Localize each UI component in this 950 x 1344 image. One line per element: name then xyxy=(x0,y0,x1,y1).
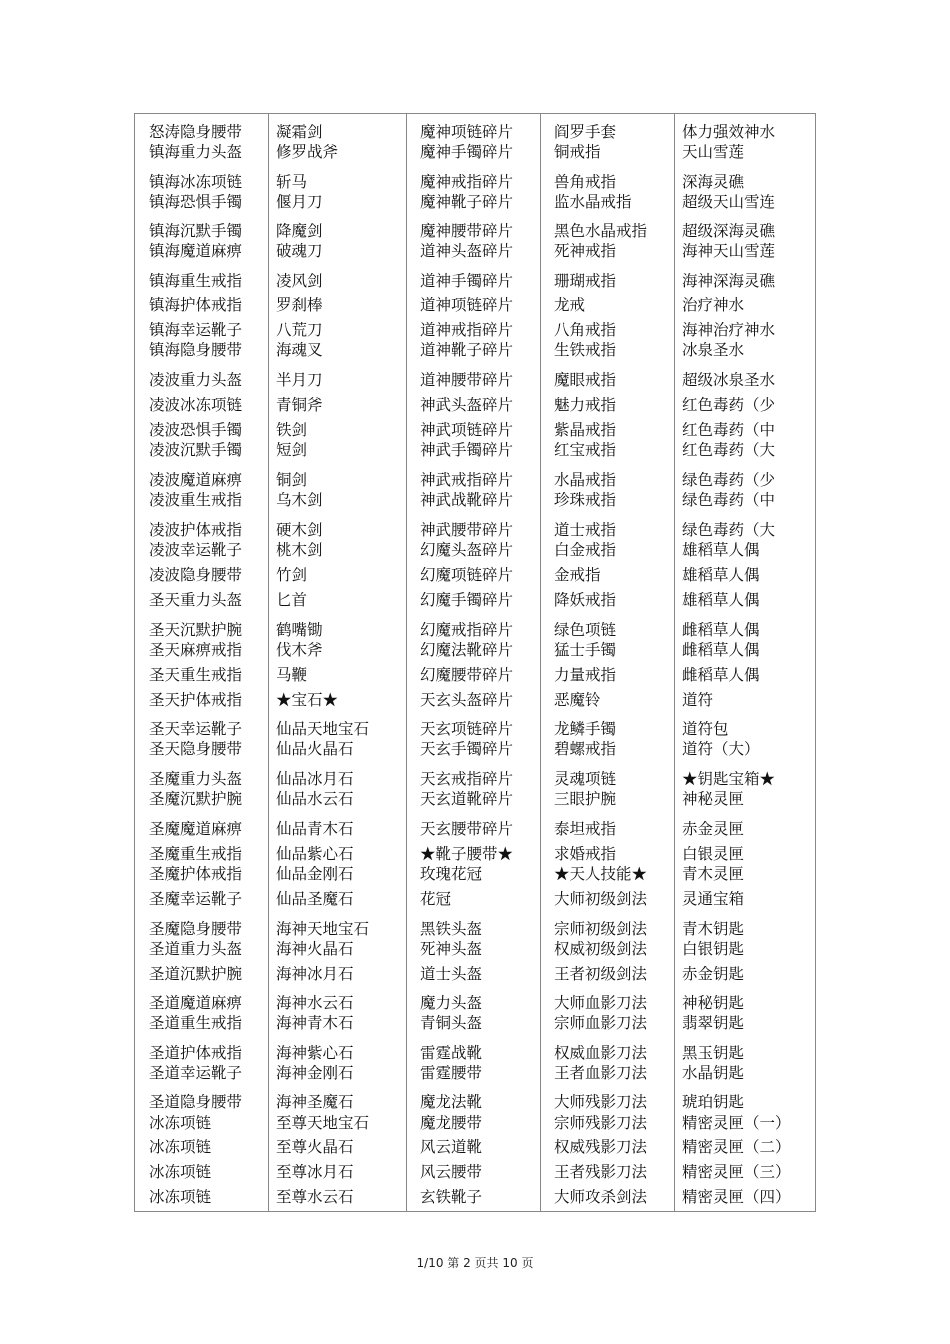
table-cell: 凌波冰冻项链 xyxy=(149,396,243,414)
table-cell: 短剑 xyxy=(276,441,308,459)
table-cell: 红色毒药（少 xyxy=(682,396,776,414)
table-cell: 半月刀 xyxy=(276,371,323,389)
table-cell: 圣魔重力头盔 xyxy=(149,770,243,788)
table-cell: 超级天山雪连 xyxy=(682,193,776,211)
table-cell: 珊瑚戒指 xyxy=(554,272,617,290)
table-cell: 海神圣魔石 xyxy=(276,1093,354,1111)
table-cell: 魔龙腰带 xyxy=(420,1114,483,1132)
table-cell: 铜戒指 xyxy=(554,143,601,161)
table-cell: 监水晶戒指 xyxy=(554,193,632,211)
table-cell: 圣天麻痹戒指 xyxy=(149,641,243,659)
table-cell: 道符 xyxy=(682,691,714,709)
table-cell: 雌稻草人偶 xyxy=(682,641,760,659)
table-cell: 神秘灵匣 xyxy=(682,790,745,808)
table-cell: 镇海重力头盔 xyxy=(149,143,243,161)
table-cell: 体力强效神水 xyxy=(682,123,776,141)
table-cell: 修罗战斧 xyxy=(276,143,339,161)
table-cell: 仙品紫心石 xyxy=(276,845,354,863)
table-cell: 宗师初级剑法 xyxy=(554,920,648,938)
table-cell: 镇海重生戒指 xyxy=(149,272,243,290)
table-cell: 天玄项链碎片 xyxy=(420,720,514,738)
table-cell: 海神冰月石 xyxy=(276,965,354,983)
table-cell: 魅力戒指 xyxy=(554,396,617,414)
table-cell: 风云腰带 xyxy=(420,1163,483,1181)
table-cell: 偃月刀 xyxy=(276,193,323,211)
table-cell: 神武头盔碎片 xyxy=(420,396,514,414)
table-cell: 超级冰泉圣水 xyxy=(682,371,776,389)
table-cell: 圣道沉默护腕 xyxy=(149,965,243,983)
table-cell: 铁剑 xyxy=(276,421,308,439)
table-cell: 白银钥匙 xyxy=(682,940,745,958)
table-cell: 匕首 xyxy=(276,591,308,609)
table-cell: 凌波沉默手镯 xyxy=(149,441,243,459)
table-cell: 生铁戒指 xyxy=(554,341,617,359)
table-cell: 雌稻草人偶 xyxy=(682,621,760,639)
table-cell: 圣魔沉默护腕 xyxy=(149,790,243,808)
table-cell: 碧螺戒指 xyxy=(554,740,617,758)
table-cell: 圣魔护体戒指 xyxy=(149,865,243,883)
table-cell: 冰泉圣水 xyxy=(682,341,745,359)
table-cell: 青铜头盔 xyxy=(420,1014,483,1032)
table-cell: 宗师血影刀法 xyxy=(554,1014,648,1032)
table-cell: 幻魔头盔碎片 xyxy=(420,541,514,559)
table-cell: 金戒指 xyxy=(554,566,601,584)
table-cell: 求婚戒指 xyxy=(554,845,617,863)
table-cell: 道士头盔 xyxy=(420,965,483,983)
table-cell: 道神手镯碎片 xyxy=(420,272,514,290)
table-cell: 大师初级剑法 xyxy=(554,890,648,908)
table-cell: 魔力头盔 xyxy=(420,994,483,1012)
table-cell: 天玄戒指碎片 xyxy=(420,770,514,788)
table-cell: 水晶钥匙 xyxy=(682,1064,745,1082)
table-cell: 恶魔铃 xyxy=(554,691,601,709)
table-cell: 道符（大） xyxy=(682,740,760,758)
table-cell: 神武手镯碎片 xyxy=(420,441,514,459)
table-cell: 力量戒指 xyxy=(554,666,617,684)
table-cell: 镇海幸运靴子 xyxy=(149,321,243,339)
table-cell: 圣天沉默护腕 xyxy=(149,621,243,639)
table-cell: 仙品冰月石 xyxy=(276,770,354,788)
table-cell: 宗师残影刀法 xyxy=(554,1114,648,1132)
table-cell: 神武戒指碎片 xyxy=(420,471,514,489)
table-cell: 幻魔戒指碎片 xyxy=(420,621,514,639)
table-cell: 神武项链碎片 xyxy=(420,421,514,439)
table-cell: 乌木剑 xyxy=(276,491,323,509)
table-cell: 鹤嘴锄 xyxy=(276,621,323,639)
table-cell: 幻魔法靴碎片 xyxy=(420,641,514,659)
table-cell: 琥珀钥匙 xyxy=(682,1093,745,1111)
table-cell: 罗刹棒 xyxy=(276,296,323,314)
table-cell: 雷霆腰带 xyxy=(420,1064,483,1082)
table-cell: 仙品圣魔石 xyxy=(276,890,354,908)
table-cell: 水晶戒指 xyxy=(554,471,617,489)
table-cell: 镇海隐身腰带 xyxy=(149,341,243,359)
table-cell: 至尊火晶石 xyxy=(276,1138,354,1156)
table-cell: 黑铁头盔 xyxy=(420,920,483,938)
table-cell: 魔神手镯碎片 xyxy=(420,143,514,161)
table-cell: 超级深海灵礁 xyxy=(682,222,776,240)
table-cell: 铜剑 xyxy=(276,471,308,489)
table-cell: 青铜斧 xyxy=(276,396,323,414)
table-cell: 海神紫心石 xyxy=(276,1044,354,1062)
table-cell: 权威初级剑法 xyxy=(554,940,648,958)
table-cell: 破魂刀 xyxy=(276,242,323,260)
table-cell: 八荒刀 xyxy=(276,321,323,339)
table-cell: 治疗神水 xyxy=(682,296,745,314)
table-cell: 海神水云石 xyxy=(276,994,354,1012)
table-cell: 三眼护腕 xyxy=(554,790,617,808)
table-cell: 斩马 xyxy=(276,173,308,191)
table-cell: 道符包 xyxy=(682,720,729,738)
table-cell: 镇海恐惧手镯 xyxy=(149,193,243,211)
table-cell: 圣道魔道麻痹 xyxy=(149,994,243,1012)
table-cell: 死神头盔 xyxy=(420,940,483,958)
column-divider xyxy=(540,114,541,1211)
table-cell: 天玄腰带碎片 xyxy=(420,820,514,838)
table-cell: 仙品水云石 xyxy=(276,790,354,808)
table-cell: 竹剑 xyxy=(276,566,308,584)
table-cell: 圣魔魔道麻痹 xyxy=(149,820,243,838)
table-cell: 道神腰带碎片 xyxy=(420,371,514,389)
table-cell: 凌波幸运靴子 xyxy=(149,541,243,559)
column-divider xyxy=(268,114,269,1211)
table-cell: 红色毒药（大 xyxy=(682,441,776,459)
table-cell: 冰冻项链 xyxy=(149,1188,212,1206)
table-cell: 凌波护体戒指 xyxy=(149,521,243,539)
table-cell: 猛士手镯 xyxy=(554,641,617,659)
table-cell: 魔神戒指碎片 xyxy=(420,173,514,191)
table-cell: 赤金钥匙 xyxy=(682,965,745,983)
table-cell: 大师血影刀法 xyxy=(554,994,648,1012)
table-cell: 圣魔幸运靴子 xyxy=(149,890,243,908)
table-cell: 花冠 xyxy=(420,890,452,908)
table-cell: 圣魔重生戒指 xyxy=(149,845,243,863)
table-cell: 圣道重生戒指 xyxy=(149,1014,243,1032)
table-cell: 幻魔手镯碎片 xyxy=(420,591,514,609)
table-cell: 降魔剑 xyxy=(276,222,323,240)
table-cell: 魔神腰带碎片 xyxy=(420,222,514,240)
table-cell: 天玄道靴碎片 xyxy=(420,790,514,808)
table-cell: 圣天护体戒指 xyxy=(149,691,243,709)
table-cell: ★靴子腰带★ xyxy=(420,845,514,863)
table-cell: 青木钥匙 xyxy=(682,920,745,938)
table-cell: 圣魔隐身腰带 xyxy=(149,920,243,938)
table-cell: 海神治疗神水 xyxy=(682,321,776,339)
table-cell: 道士戒指 xyxy=(554,521,617,539)
table-cell: 伐木斧 xyxy=(276,641,323,659)
table-cell: 幻魔项链碎片 xyxy=(420,566,514,584)
item-table xyxy=(134,113,816,1212)
table-cell: 凌风剑 xyxy=(276,272,323,290)
table-cell: 凌波恐惧手镯 xyxy=(149,421,243,439)
table-cell: 硬木剑 xyxy=(276,521,323,539)
table-cell: 精密灵匣（三） xyxy=(682,1163,791,1181)
table-cell: 道神项链碎片 xyxy=(420,296,514,314)
table-cell: 魔神项链碎片 xyxy=(420,123,514,141)
table-cell: 海神天山雪莲 xyxy=(682,242,776,260)
table-cell: 兽角戒指 xyxy=(554,173,617,191)
table-cell: ★宝石★ xyxy=(276,691,339,709)
table-cell: 圣天重力头盔 xyxy=(149,591,243,609)
table-cell: 海神金刚石 xyxy=(276,1064,354,1082)
table-cell: 白银灵匣 xyxy=(682,845,745,863)
table-cell: 海魂叉 xyxy=(276,341,323,359)
table-cell: 灵魂项链 xyxy=(554,770,617,788)
table-cell: 镇海护体戒指 xyxy=(149,296,243,314)
table-cell: 仙品天地宝石 xyxy=(276,720,370,738)
table-cell: 海神青木石 xyxy=(276,1014,354,1032)
table-cell: 赤金灵匣 xyxy=(682,820,745,838)
table-cell: 圣道重力头盔 xyxy=(149,940,243,958)
table-cell: 镇海冰冻项链 xyxy=(149,173,243,191)
table-cell: 黑玉钥匙 xyxy=(682,1044,745,1062)
table-cell: 海神火晶石 xyxy=(276,940,354,958)
table-cell: 黑色水晶戒指 xyxy=(554,222,648,240)
table-cell: 玫瑰花冠 xyxy=(420,865,483,883)
table-cell: 圣道隐身腰带 xyxy=(149,1093,243,1111)
table-cell: 冰冻项链 xyxy=(149,1138,212,1156)
column-divider xyxy=(674,114,675,1211)
table-cell: 雄稻草人偶 xyxy=(682,541,760,559)
table-cell: 天玄头盔碎片 xyxy=(420,691,514,709)
table-cell: 精密灵匣（一） xyxy=(682,1114,791,1132)
table-cell: 幻魔腰带碎片 xyxy=(420,666,514,684)
table-cell: 绿色毒药（中 xyxy=(682,491,776,509)
table-cell: 权威血影刀法 xyxy=(554,1044,648,1062)
table-cell: 凌波重生戒指 xyxy=(149,491,243,509)
table-cell: 大师残影刀法 xyxy=(554,1093,648,1111)
table-cell: 红色毒药（中 xyxy=(682,421,776,439)
table-cell: 圣道护体戒指 xyxy=(149,1044,243,1062)
table-cell: 凝霜剑 xyxy=(276,123,323,141)
table-cell: 镇海魔道麻痹 xyxy=(149,242,243,260)
table-cell: 镇海沉默手镯 xyxy=(149,222,243,240)
table-cell: 至尊天地宝石 xyxy=(276,1114,370,1132)
table-cell: 白金戒指 xyxy=(554,541,617,559)
table-cell: 凌波魔道麻痹 xyxy=(149,471,243,489)
table-cell: 王者初级剑法 xyxy=(554,965,648,983)
table-cell: 绿色项链 xyxy=(554,621,617,639)
table-cell: 至尊冰月石 xyxy=(276,1163,354,1181)
table-cell: 阎罗手套 xyxy=(554,123,617,141)
table-cell: 王者血影刀法 xyxy=(554,1064,648,1082)
table-cell: 绿色毒药（少 xyxy=(682,471,776,489)
table-cell: ★天人技能★ xyxy=(554,865,648,883)
table-cell: 冰冻项链 xyxy=(149,1163,212,1181)
table-cell: 雌稻草人偶 xyxy=(682,666,760,684)
table-cell: 泰坦戒指 xyxy=(554,820,617,838)
table-cell: 海神深海灵礁 xyxy=(682,272,776,290)
table-cell: 精密灵匣（二） xyxy=(682,1138,791,1156)
table-cell: 权威残影刀法 xyxy=(554,1138,648,1156)
table-cell: 降妖戒指 xyxy=(554,591,617,609)
table-cell: 道神戒指碎片 xyxy=(420,321,514,339)
table-cell: 玄铁靴子 xyxy=(420,1188,483,1206)
table-cell: 雄稻草人偶 xyxy=(682,591,760,609)
table-cell: 桃木剑 xyxy=(276,541,323,559)
table-cell: 天山雪莲 xyxy=(682,143,745,161)
table-cell: 绿色毒药（大 xyxy=(682,521,776,539)
column-divider xyxy=(406,114,407,1211)
table-cell: 青木灵匣 xyxy=(682,865,745,883)
table-cell: 龙戒 xyxy=(554,296,586,314)
table-cell: 八角戒指 xyxy=(554,321,617,339)
table-cell: 风云道靴 xyxy=(420,1138,483,1156)
table-cell: 深海灵礁 xyxy=(682,173,745,191)
table-cell: 神武腰带碎片 xyxy=(420,521,514,539)
table-cell: 仙品金刚石 xyxy=(276,865,354,883)
table-cell: 至尊水云石 xyxy=(276,1188,354,1206)
table-cell: 圣天幸运靴子 xyxy=(149,720,243,738)
table-cell: 紫晶戒指 xyxy=(554,421,617,439)
table-cell: 冰冻项链 xyxy=(149,1114,212,1132)
table-cell: 珍珠戒指 xyxy=(554,491,617,509)
table-cell: ★钥匙宝箱★ xyxy=(682,770,776,788)
table-cell: 灵通宝箱 xyxy=(682,890,745,908)
table-cell: 道神头盔碎片 xyxy=(420,242,514,260)
table-cell: 天玄手镯碎片 xyxy=(420,740,514,758)
table-cell: 神武战靴碎片 xyxy=(420,491,514,509)
table-cell: 魔神靴子碎片 xyxy=(420,193,514,211)
table-cell: 圣道幸运靴子 xyxy=(149,1064,243,1082)
table-cell: 大师攻杀剑法 xyxy=(554,1188,648,1206)
table-cell: 魔眼戒指 xyxy=(554,371,617,389)
table-cell: 红宝戒指 xyxy=(554,441,617,459)
table-cell: 海神天地宝石 xyxy=(276,920,370,938)
table-cell: 神秘钥匙 xyxy=(682,994,745,1012)
table-cell: 凌波隐身腰带 xyxy=(149,566,243,584)
table-cell: 雄稻草人偶 xyxy=(682,566,760,584)
table-cell: 圣天重生戒指 xyxy=(149,666,243,684)
table-cell: 仙品火晶石 xyxy=(276,740,354,758)
table-cell: 王者残影刀法 xyxy=(554,1163,648,1181)
table-cell: 死神戒指 xyxy=(554,242,617,260)
table-cell: 雷霆战靴 xyxy=(420,1044,483,1062)
table-cell: 怒涛隐身腰带 xyxy=(149,123,243,141)
table-cell: 仙品青木石 xyxy=(276,820,354,838)
table-cell: 精密灵匣（四） xyxy=(682,1188,791,1206)
table-cell: 龙鳞手镯 xyxy=(554,720,617,738)
table-cell: 魔龙法靴 xyxy=(420,1093,483,1111)
table-cell: 马鞭 xyxy=(276,666,308,684)
table-cell: 翡翠钥匙 xyxy=(682,1014,745,1032)
table-cell: 凌波重力头盔 xyxy=(149,371,243,389)
table-cell: 道神靴子碎片 xyxy=(420,341,514,359)
page-footer: 1/10 第 2 页共 10 页 xyxy=(416,1256,534,1270)
table-cell: 圣天隐身腰带 xyxy=(149,740,243,758)
